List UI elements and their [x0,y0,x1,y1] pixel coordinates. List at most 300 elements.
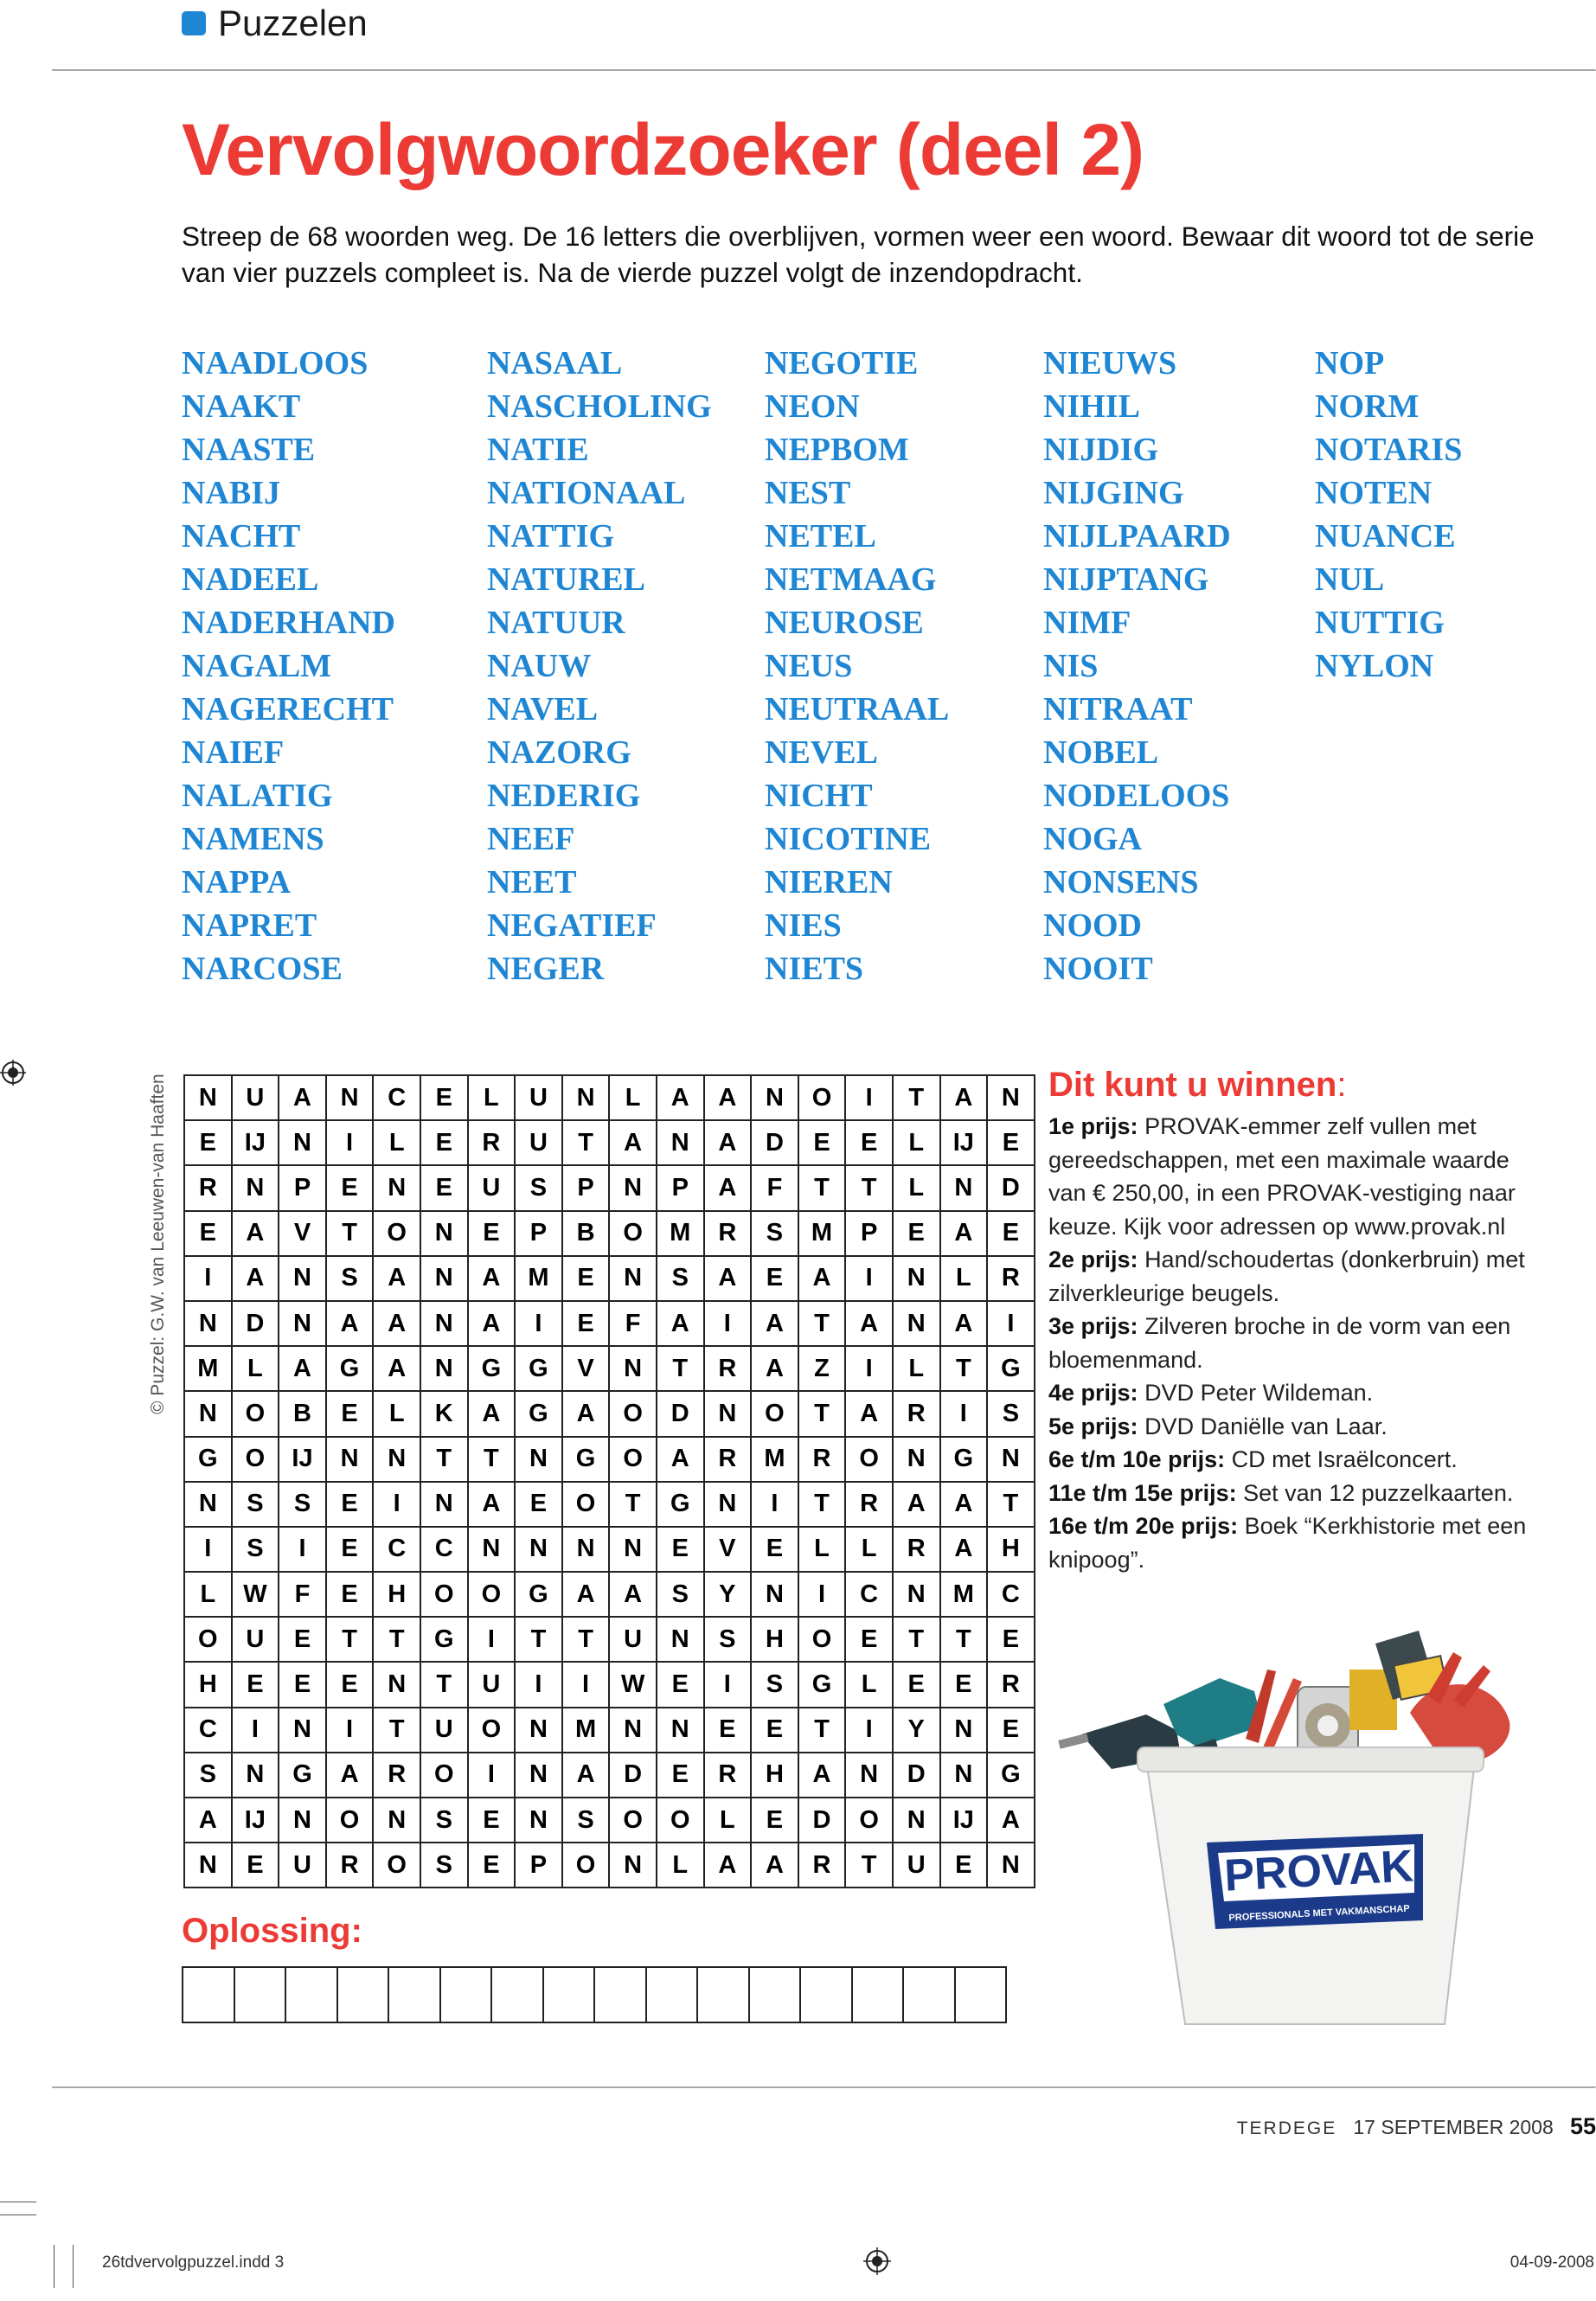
grid-row [184,1527,1035,1572]
word-item: NAADLOOS [182,345,369,381]
grid-cell: T [326,1211,374,1256]
grid-cell: L [232,1346,279,1391]
grid-cell: N [279,1708,326,1753]
grid-cell: I [468,1753,516,1798]
grid-cell: O [609,1798,657,1843]
grid-cell: N [751,1572,798,1617]
grid-cell: A [940,1482,988,1527]
solution-box[interactable] [285,1967,337,2022]
grid-cell: R [987,1662,1035,1707]
grid-cell: A [279,1346,326,1391]
grid-row [184,1617,1035,1662]
grid-cell: N [420,1301,468,1346]
grid-cell: A [798,1256,846,1301]
grid-cell: C [184,1708,232,1753]
word-item: NEGATIEF [487,907,657,944]
grid-cell: N [373,1662,420,1707]
grid-cell: V [704,1527,752,1572]
grid-cell: L [704,1798,752,1843]
grid-cell: I [515,1301,562,1346]
grid-cell: O [751,1391,798,1436]
grid-row [184,1120,1035,1165]
grid-cell: A [751,1843,798,1888]
grid-cell: T [798,1301,846,1346]
solution-box[interactable] [337,1967,389,2022]
grid-cell: S [326,1256,374,1301]
solution-box[interactable] [955,1967,1007,2022]
word-item: NUANCE [1315,518,1456,554]
grid-cell: E [184,1120,232,1165]
prize-item [1048,1243,1533,1310]
grid-cell: E [987,1708,1035,1753]
word-item: NATIONAAL [487,475,686,511]
prize-text: CD met Israëlconcert. [1231,1446,1458,1472]
grid-cell: N [515,1753,562,1798]
page-number: 55 [1569,2113,1596,2139]
grid-cell: E [468,1798,516,1843]
grid-cell: I [704,1662,752,1707]
grid-cell: S [704,1617,752,1662]
grid-cell: H [751,1753,798,1798]
grid-cell: I [468,1617,516,1662]
word-item: NAAKT [182,388,301,425]
solution-boxes [182,1966,1007,2023]
footer-date: 17 SEPTEMBER 2008 [1353,2116,1554,2138]
grid-cell: D [751,1120,798,1165]
grid-cell: T [893,1617,940,1662]
grid-cell: E [184,1211,232,1256]
grid-cell: T [562,1617,610,1662]
grid-cell: U [232,1617,279,1662]
grid-cell: T [798,1165,846,1210]
prize-label: 1e prijs: [1048,1113,1138,1139]
grid-cell: A [751,1301,798,1346]
solution-box[interactable] [543,1967,595,2022]
solution-box[interactable] [646,1967,698,2022]
grid-cell: L [468,1075,516,1120]
word-item: NAPRET [182,907,317,944]
grid-cell: N [515,1437,562,1482]
word-item: NEEF [487,821,575,857]
solution-box[interactable] [491,1967,543,2022]
word-item: NEET [487,864,577,901]
grid-cell: H [184,1662,232,1707]
solution-box[interactable] [852,1967,904,2022]
word-item: NEGER [487,951,605,987]
grid-row [184,1753,1035,1798]
grid-cell: P [657,1165,704,1210]
grid-cell: A [845,1391,893,1436]
grid-cell: E [987,1617,1035,1662]
word-item: NEUS [765,648,853,684]
grid-cell: E [657,1527,704,1572]
grid-cell: E [751,1256,798,1301]
grid-cell: I [515,1662,562,1707]
grid-cell: E [704,1708,752,1753]
grid-cell: I [326,1708,374,1753]
solution-box[interactable] [594,1967,646,2022]
word-item: NONSENS [1043,864,1199,901]
grid-cell: E [940,1843,988,1888]
grid-cell: E [515,1482,562,1527]
grid-cell: N [232,1753,279,1798]
grid-cell: G [657,1482,704,1527]
grid-cell: I [326,1120,374,1165]
grid-cell: C [845,1572,893,1617]
solution-box[interactable] [697,1967,749,2022]
grid-cell: N [893,1437,940,1482]
grid-cell: A [609,1572,657,1617]
grid-cell: O [373,1211,420,1256]
grid-cell: P [279,1165,326,1210]
grid-cell: N [657,1617,704,1662]
word-item: NEUTRAAL [765,691,950,727]
grid-row [184,1075,1035,1120]
grid-cell: N [704,1391,752,1436]
grid-cell: N [420,1256,468,1301]
grid-cell: O [326,1798,374,1843]
grid-cell: N [562,1075,610,1120]
grid-cell: T [798,1708,846,1753]
grid-cell: F [609,1301,657,1346]
grid-cell: A [373,1301,420,1346]
grid-cell: L [845,1662,893,1707]
grid-cell: L [373,1120,420,1165]
grid-cell: H [987,1527,1035,1572]
grid-cell: A [562,1391,610,1436]
grid-cell: A [893,1482,940,1527]
prize-item [1048,1509,1533,1576]
prize-item [1048,1410,1533,1444]
grid-cell: O [468,1572,516,1617]
grid-cell: L [609,1075,657,1120]
grid-cell: P [515,1843,562,1888]
word-item: NAPPA [182,864,291,901]
grid-cell: N [373,1437,420,1482]
prize-text: Set van 12 puzzelkaarten. [1243,1479,1514,1506]
grid-cell: P [515,1211,562,1256]
word-item: NIJPTANG [1043,561,1209,598]
grid-cell: A [987,1798,1035,1843]
grid-cell: E [279,1617,326,1662]
grid-cell: T [987,1482,1035,1527]
solution-box[interactable] [749,1967,801,2022]
grid-cell: R [704,1346,752,1391]
grid-cell: O [184,1617,232,1662]
grid-cell: G [562,1437,610,1482]
grid-cell: G [420,1617,468,1662]
grid-cell: A [326,1753,374,1798]
grid-cell: N [279,1301,326,1346]
grid-cell: W [232,1572,279,1617]
grid-cell: O [420,1572,468,1617]
grid-cell: L [893,1165,940,1210]
grid-cell: L [798,1527,846,1572]
grid-cell: E [893,1662,940,1707]
grid-cell: G [326,1346,374,1391]
grid-cell: A [798,1753,846,1798]
grid-cell: S [232,1482,279,1527]
word-item: NIJDIG [1043,432,1159,468]
crop-mark [73,2245,74,2288]
grid-cell: S [279,1482,326,1527]
word-item: NIJLPAARD [1043,518,1231,554]
solution-box[interactable] [903,1967,955,2022]
grid-cell: N [987,1437,1035,1482]
prizes-title [1048,1066,1533,1105]
grid-cell: O [609,1211,657,1256]
grid-cell: A [326,1301,374,1346]
prize-text: Hand/schoudertas (donkerbruin) met zilverkleurige beugels. [1048,1247,1525,1306]
grid-cell: N [184,1391,232,1436]
grid-cell: D [798,1798,846,1843]
grid-cell: P [562,1165,610,1210]
grid-cell: O [562,1843,610,1888]
word-item: NARCOSE [182,951,343,987]
grid-cell: M [940,1572,988,1617]
prize-label: 11e t/m 15e prijs: [1048,1479,1237,1506]
word-item: NAGALM [182,648,332,684]
puzzle-credit [143,1074,176,1423]
grid-cell: N [609,1527,657,1572]
grid-cell: L [845,1527,893,1572]
page-footer [1237,2113,1596,2140]
grid-cell: N [845,1753,893,1798]
grid-cell: A [704,1120,752,1165]
grid-cell: T [468,1437,516,1482]
grid-cell: S [987,1391,1035,1436]
grid-cell: A [468,1301,516,1346]
grid-cell: G [515,1391,562,1436]
word-column [1315,342,1462,688]
grid-cell: N [232,1165,279,1210]
prize-item [1048,1110,1533,1243]
word-item: NIS [1043,648,1099,684]
word-item: NACHT [182,518,301,554]
prizes-panel [1048,1066,1533,1576]
grid-cell: N [609,1256,657,1301]
grid-cell: T [798,1391,846,1436]
grid-cell: N [987,1075,1035,1120]
prize-text: Boek “Kerkhistorie met een knipoog”. [1048,1513,1527,1573]
grid-cell: I [845,1346,893,1391]
grid-cell: T [373,1617,420,1662]
grid-cell: G [279,1753,326,1798]
word-item: NETMAAG [765,561,937,598]
word-item: NALATIG [182,778,333,814]
word-item: NEUROSE [765,605,924,641]
grid-cell: R [893,1527,940,1572]
grid-cell: T [326,1617,374,1662]
solution-box[interactable] [234,1967,286,2022]
solution-box[interactable] [388,1967,440,2022]
word-item: NAZORG [487,734,631,771]
grid-cell: E [657,1662,704,1707]
word-item: NIMF [1043,605,1131,641]
grid-cell: R [893,1391,940,1436]
word-item: NAGERECHT [182,691,394,727]
grid-cell: R [798,1437,846,1482]
grid-cell: E [326,1165,374,1210]
grid-cell: T [420,1437,468,1482]
grid-cell: S [657,1256,704,1301]
grid-cell: L [940,1256,988,1301]
grid-cell: C [373,1527,420,1572]
grid-cell: A [940,1301,988,1346]
word-item: NADERHAND [182,605,395,641]
grid-cell: I [798,1572,846,1617]
word-item: NITRAAT [1043,691,1193,727]
grid-cell: I [751,1482,798,1527]
slug-date: 04-09-2008 [1509,2253,1594,2272]
grid-cell: C [987,1572,1035,1617]
grid-cell: O [232,1437,279,1482]
grid-cell: N [279,1256,326,1301]
grid-cell: S [515,1165,562,1210]
grid-cell: G [987,1753,1035,1798]
word-item: NIETS [765,951,864,987]
grid-cell: K [420,1391,468,1436]
grid-cell: R [468,1120,516,1165]
registration-mark-icon [0,1060,26,1086]
grid-cell: S [751,1211,798,1256]
grid-cell: N [515,1708,562,1753]
grid-cell: N [326,1075,374,1120]
solution-box[interactable] [800,1967,852,2022]
grid-cell: N [893,1301,940,1346]
grid-cell: M [562,1708,610,1753]
grid-cell: N [373,1798,420,1843]
grid-row [184,1843,1035,1888]
top-divider [52,69,1596,71]
prize-label: 4e prijs: [1048,1380,1138,1406]
grid-cell: H [751,1617,798,1662]
grid-cell: O [845,1437,893,1482]
grid-cell: O [798,1075,846,1120]
grid-cell: O [468,1708,516,1753]
grid-cell: E [232,1843,279,1888]
word-column [487,342,712,990]
grid-cell: S [184,1753,232,1798]
grid-cell: D [657,1391,704,1436]
grid-cell: IJ [279,1437,326,1482]
grid-cell: G [184,1437,232,1482]
word-item: NATUUR [487,605,625,641]
grid-cell: D [987,1165,1035,1210]
prize-item [1048,1443,1533,1477]
grid-cell: I [562,1662,610,1707]
grid-cell: D [232,1301,279,1346]
grid-cell: A [232,1256,279,1301]
grid-cell: Y [893,1708,940,1753]
grid-cell: U [279,1843,326,1888]
grid-cell: N [184,1482,232,1527]
grid-cell: I [987,1301,1035,1346]
grid-cell: A [704,1075,752,1120]
word-item: NOBEL [1043,734,1159,771]
crop-mark [0,2214,36,2215]
grid-cell: A [232,1211,279,1256]
grid-cell: I [845,1075,893,1120]
grid-cell: A [845,1301,893,1346]
prize-text: DVD Peter Wildeman. [1144,1380,1374,1406]
grid-cell: S [420,1843,468,1888]
word-item: NETEL [765,518,876,554]
solution-box[interactable] [183,1967,234,2022]
grid-cell: B [562,1211,610,1256]
grid-row [184,1437,1035,1482]
grid-cell: A [562,1572,610,1617]
word-item: NUL [1315,561,1385,598]
word-item: NAASTE [182,432,316,468]
grid-cell: E [279,1662,326,1707]
grid-row [184,1165,1035,1210]
prize-label: 6e t/m 10e prijs: [1048,1446,1226,1472]
grid-cell: U [420,1708,468,1753]
grid-cell: N [184,1843,232,1888]
prize-list [1048,1110,1533,1576]
word-item: NOGA [1043,821,1142,857]
prizes-title-colon: : [1336,1066,1347,1104]
grid-cell: IJ [232,1798,279,1843]
slug-filename: 26tdvervolgpuzzel.indd 3 [102,2253,285,2272]
grid-cell: A [940,1075,988,1120]
word-item: NICHT [765,778,873,814]
prize-label: 16e t/m 20e prijs: [1048,1513,1239,1539]
grid-row [184,1256,1035,1301]
grid-cell: R [704,1211,752,1256]
grid-cell: Z [798,1346,846,1391]
grid-cell: E [845,1617,893,1662]
grid-cell: E [326,1572,374,1617]
grid-cell: I [184,1527,232,1572]
grid-cell: E [232,1662,279,1707]
grid-cell: N [279,1798,326,1843]
grid-cell: R [373,1753,420,1798]
grid-cell: A [657,1437,704,1482]
grid-cell: P [845,1211,893,1256]
grid-cell: R [326,1843,374,1888]
section-label: Puzzelen [218,3,368,43]
solution-box[interactable] [440,1967,492,2022]
grid-cell: IJ [940,1798,988,1843]
word-item: NEPBOM [765,432,909,468]
prize-text: Zilveren broche in de vorm van een bloemenmand. [1048,1313,1511,1373]
grid-cell: N [893,1572,940,1617]
grid-cell: E [326,1482,374,1527]
word-item: NICOTINE [765,821,932,857]
word-item: NAVEL [487,691,599,727]
word-item: NIEREN [765,864,893,901]
grid-cell: A [468,1391,516,1436]
grid-cell: A [657,1075,704,1120]
prize-label: 2e prijs: [1048,1247,1138,1272]
grid-cell: I [940,1391,988,1436]
grid-cell: N [657,1708,704,1753]
grid-cell: V [279,1211,326,1256]
word-item: NYLON [1315,648,1434,684]
grid-cell: S [562,1798,610,1843]
grid-cell: T [798,1482,846,1527]
grid-cell: U [515,1075,562,1120]
grid-cell: O [562,1482,610,1527]
grid-cell: T [845,1843,893,1888]
grid-row [184,1301,1035,1346]
grid-cell: O [609,1437,657,1482]
word-item: NATIE [487,432,589,468]
grid-cell: IJ [232,1120,279,1165]
grid-cell: N [373,1165,420,1210]
